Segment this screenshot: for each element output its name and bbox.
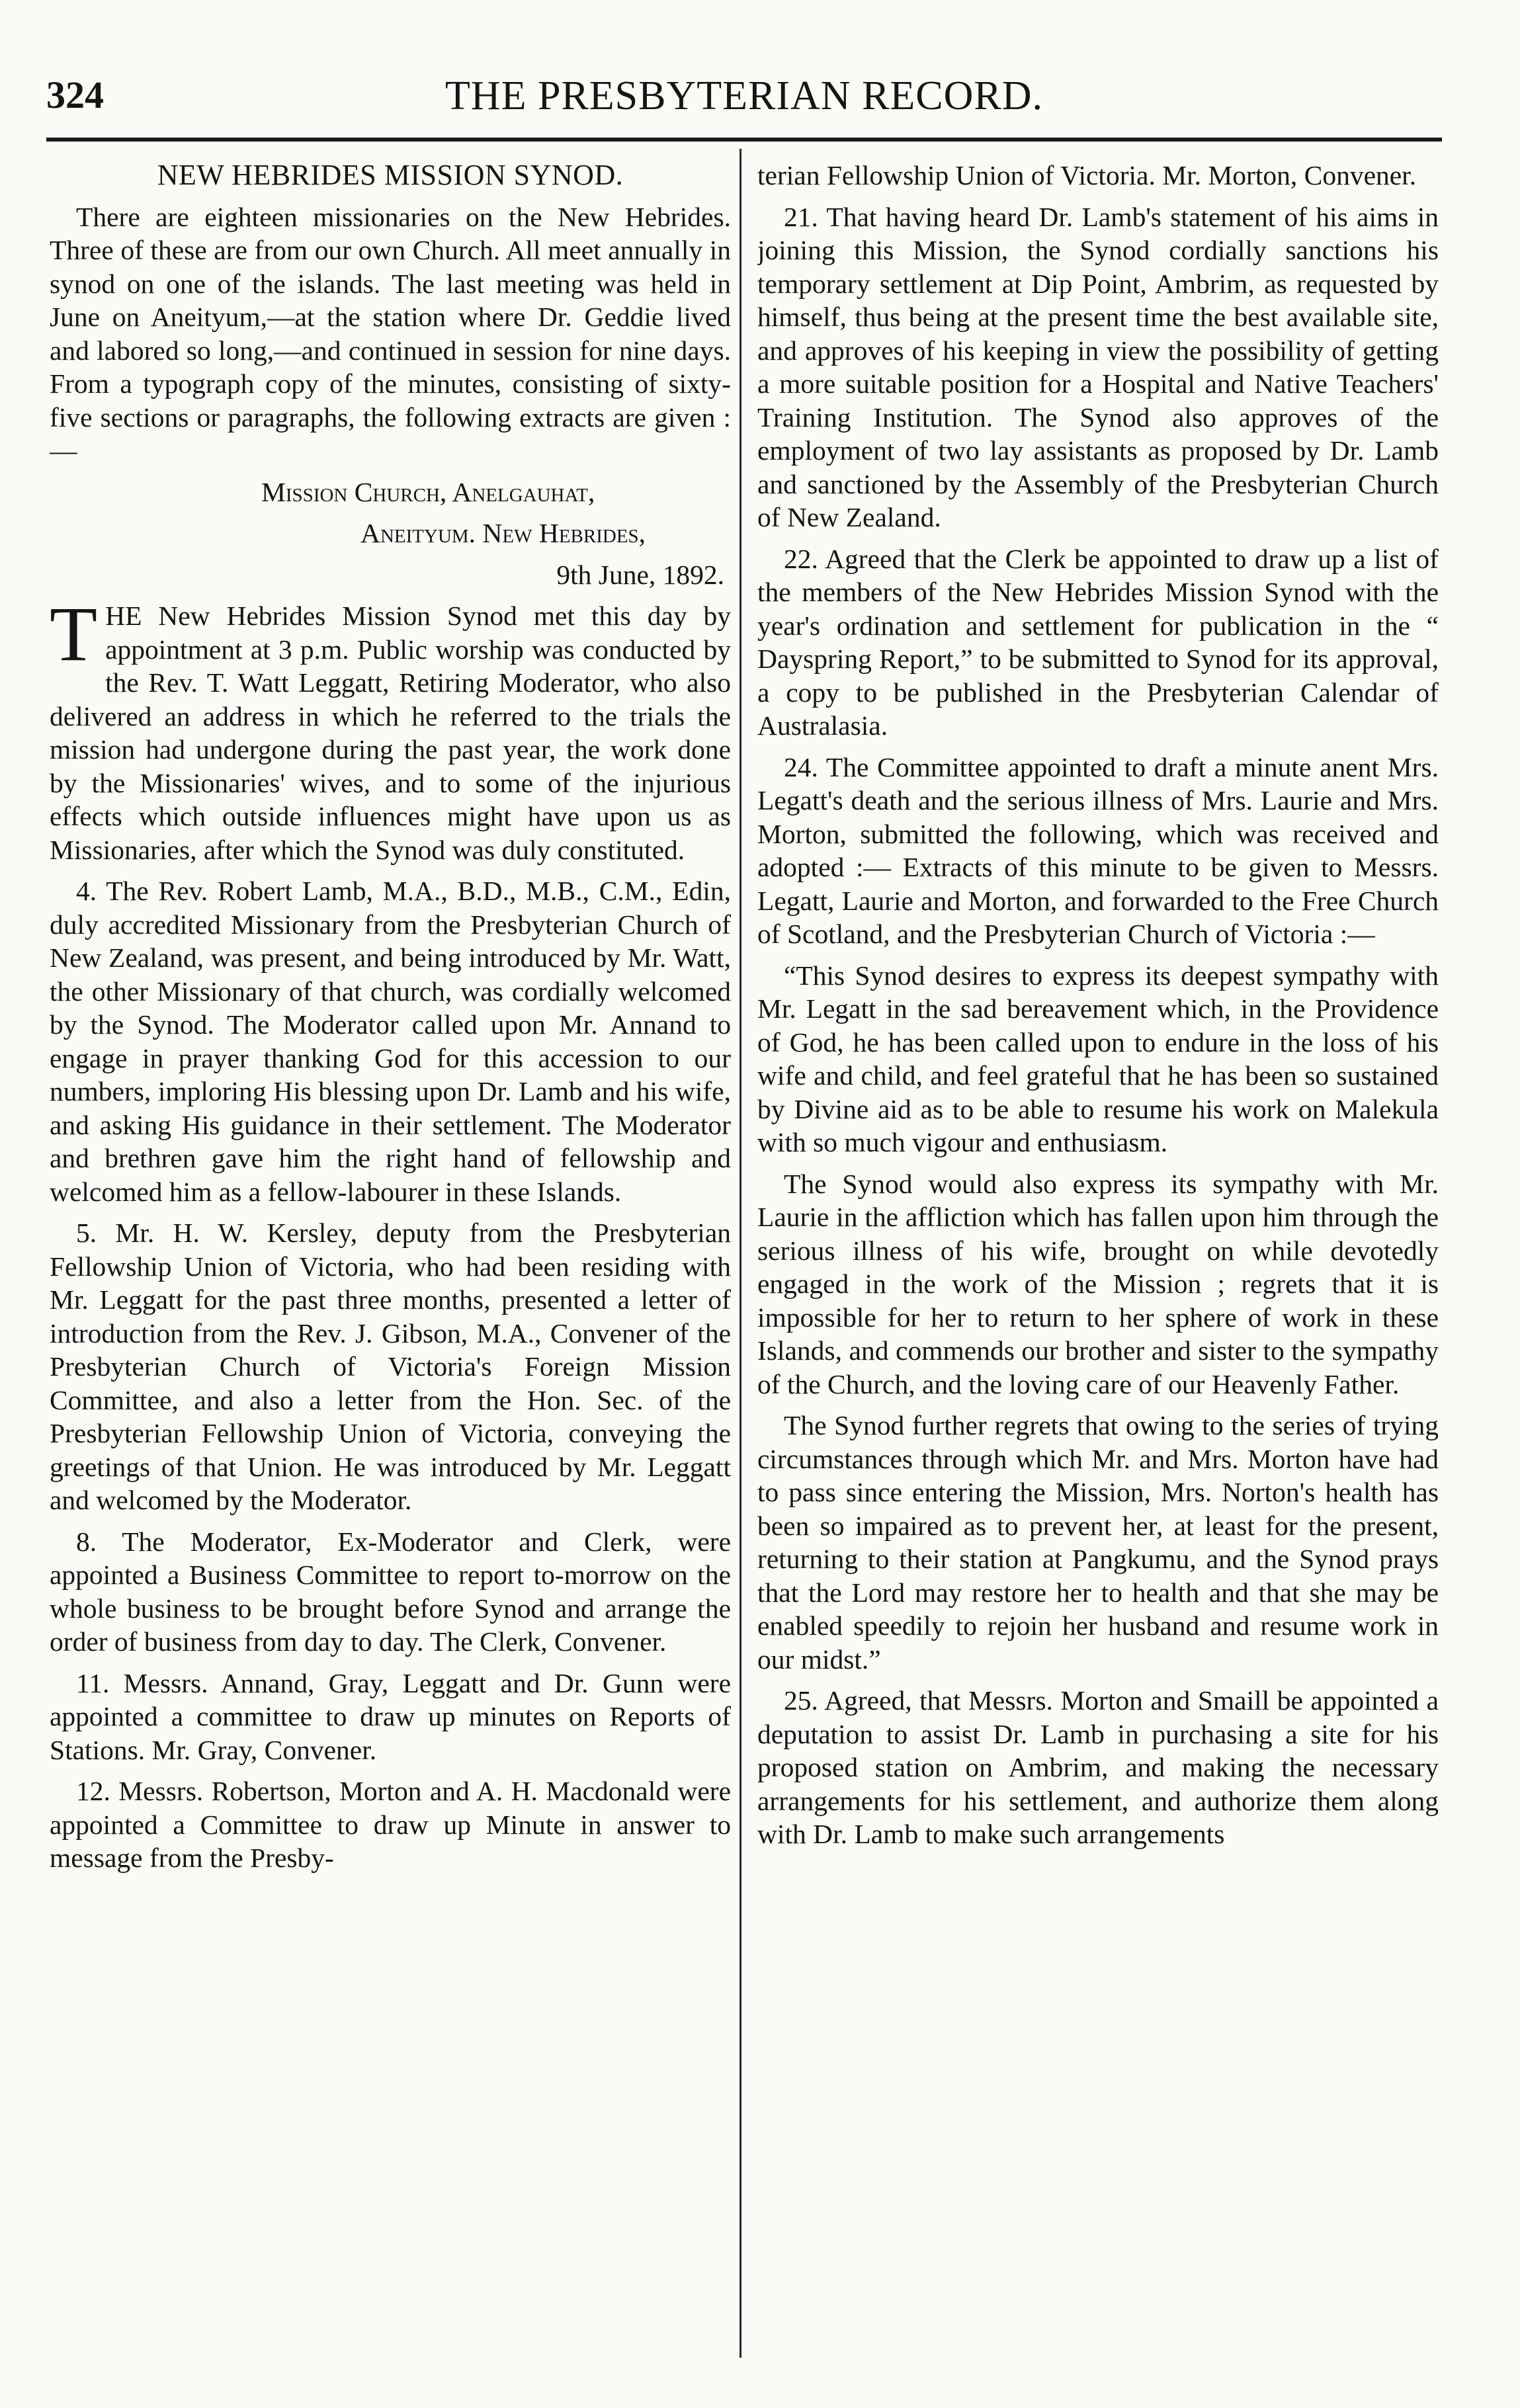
address-line-2: Aneityum. New Hebrides, [360, 518, 646, 548]
right-column [757, 159, 1439, 2361]
opening-text: HE New Hebrides Mission Synod met this day by appointment at 3 p.m. Public worship was conducted by the Rev. T. Watt Leggatt, Retiring Moderator, who also delivered an address in which he referred to the trials the mission had undergone during the past year, the work done by the Missionaries' wives, and to some of the injurious effects which outside influences might have upon us as Missionaries, after which the Synod was duly constituted. [50, 601, 731, 865]
continuation-paragraph: terian Fellowship Union of Victoria. Mr. Morton, Convener. [757, 160, 1417, 190]
page-number: 324 [46, 73, 104, 116]
paragraph-8: 8. The Moderator, Ex-Moderator and Clerk, were appointed a Business Committee to report to-morrow on the whole business to be brought before Synod and arrange the order of business from day to day. The Clerk, Convener. [50, 1526, 731, 1657]
page-header [46, 60, 1442, 139]
paragraph-21: 21. That having heard Dr. Lamb's statement of his aims in joining this Mission, the Synod cordially sanctions his temporary settlement at Dip Point, Ambrim, as requested by himself, thus being at the present time the best available site, and approves of his keeping in view the possibility of getting a more suitable position for a Hospital and Native Teachers' Training Institution. The Synod also approves of the employment of two lay assistants as proposed by Dr. Lamb and sanctioned by the Assembly of the Presbyterian Church of New Zealand. [757, 201, 1439, 532]
column-divider [739, 149, 741, 2358]
header-rule [46, 138, 1442, 142]
intro-paragraph: There are eighteen missionaries on the New Hebrides. Three of these are from our own Church. All meet annually in synod on one of the islands. The last meeting was held in June on Aneityum,—at the station where Dr. Geddie lived and labored so long,—and continued in session for nine days. From a typograph copy of the minutes, consisting of sixty-five sections or paragraphs, the following extracts are given :— [50, 201, 731, 466]
paragraph-25: 25. Agreed, that Messrs. Morton and Smaill be appointed a deputation to assist Dr. Lamb in purchasing a site for his proposed station on Ambrim, and making the necessary arrangements for his settlement, and authorize them along with Dr. Lamb to make such arrangements [757, 1685, 1439, 1849]
paragraph-22: 22. Agreed that the Clerk be appointed to draw up a list of the members of the New Hebrides Mission Synod with the year's ordination and settlement for publication in the “ Dayspring Report,” to be submitted to Synod for its approval, a copy to be published in the Presbyterian Calendar of Australasia. [757, 543, 1439, 741]
address-line-1: Mission Church, Anelgauhat, [261, 476, 595, 507]
section-heading: NEW HEBRIDES MISSION SYNOD. [157, 159, 624, 191]
running-title: THE PRESBYTERIAN RECORD. [444, 73, 1044, 118]
opening-paragraph [50, 591, 731, 866]
paragraph-4: 4. The Rev. Robert Lamb, M.A., B.D., M.B., C.M., Edin, duly accredited Missionary from the Presbyterian Church of New Zealand, was present, and being introduced by Mr. Watt, the other Missionary of that church, was cordially welcomed by the Synod. The Moderator called upon Mr. Annand to engage in prayer thanking God for this accession to our numbers, imploring His blessing upon Dr. Lamb and his wife, and asking His guidance in their settlement. The Moderator and brethren gave him the right hand of fellowship and welcomed him as a fellow-labourer in these Islands. [50, 876, 731, 1207]
paragraph-12: 12. Messrs. Robertson, Morton and A. H. Macdonald were appointed a Committee to draw up Minute in answer to message from the Presby- [50, 1776, 731, 1873]
drop-cap: T [50, 591, 98, 677]
minute-quote-3: The Synod further regrets that owing to the series of trying circumstances through which Mr. and Mrs. Morton have had to pass since entering the Mission, Mrs. Norton's health has been so impaired as to prevent her, at least for the present, returning to their station at Pangkumu, and the Synod prays that the Lord may restore her to health and that she may be enabled speedily to rejoin her husband and resume work in our midst.” [757, 1410, 1439, 1675]
address-date: 9th June, 1892. [556, 559, 724, 590]
paragraph-5: 5. Mr. H. W. Kersley, deputy from the Presbyterian Fellowship Union of Victoria, who had been residing with Mr. Leggatt for the past three months, presented a letter of introduction from the Rev. J. Gibson, M.A., Convener of the Presbyterian Church of Victoria's Foreign Mission Committee, and also a letter from the Hon. Sec. of the Presbyterian Fellowship Union of Victoria, conveying the greetings of that Union. He was introduced by Mr. Leggatt and welcomed by the Moderator. [50, 1218, 731, 1515]
paragraph-11: 11. Messrs. Annand, Gray, Leggatt and Dr. Gunn were appointed a committee to draw up minutes on Reports of Stations. Mr. Gray, Convener. [50, 1667, 731, 1765]
minute-quote-1: “This Synod desires to express its deepest sympathy with Mr. Legatt in the sad bereavement which, in the Providence of God, he has been called upon to endure in the loss of his wife and child, and feel grateful that he has been so sustained by Divine aid as to be able to resume his work on Malekula with so much vigour and enthusiasm. [757, 960, 1439, 1157]
left-column [50, 159, 731, 2361]
paragraph-24: 24. The Committee appointed to draft a minute anent Mrs. Legatt's death and the serious illness of Mrs. Laurie and Mrs. Morton, submitted the following, which was received and adopted :— Extracts of this minute to be given to Messrs. Legatt, Laurie and Morton, and forwarded to the Free Church of Scotland, and the Presbyterian Church of Victoria :— [757, 751, 1439, 949]
minute-quote-2: The Synod would also express its sympathy with Mr. Laurie in the affliction which has fallen upon him through the serious illness of his wife, brought on while devotedly engaged in the work of the Mission ; regrets that it is impossible for her to return to her sphere of work in these Islands, and commends our brother and sister to the sympathy of the Church, and the loving care of our Heavenly Father. [757, 1168, 1439, 1399]
